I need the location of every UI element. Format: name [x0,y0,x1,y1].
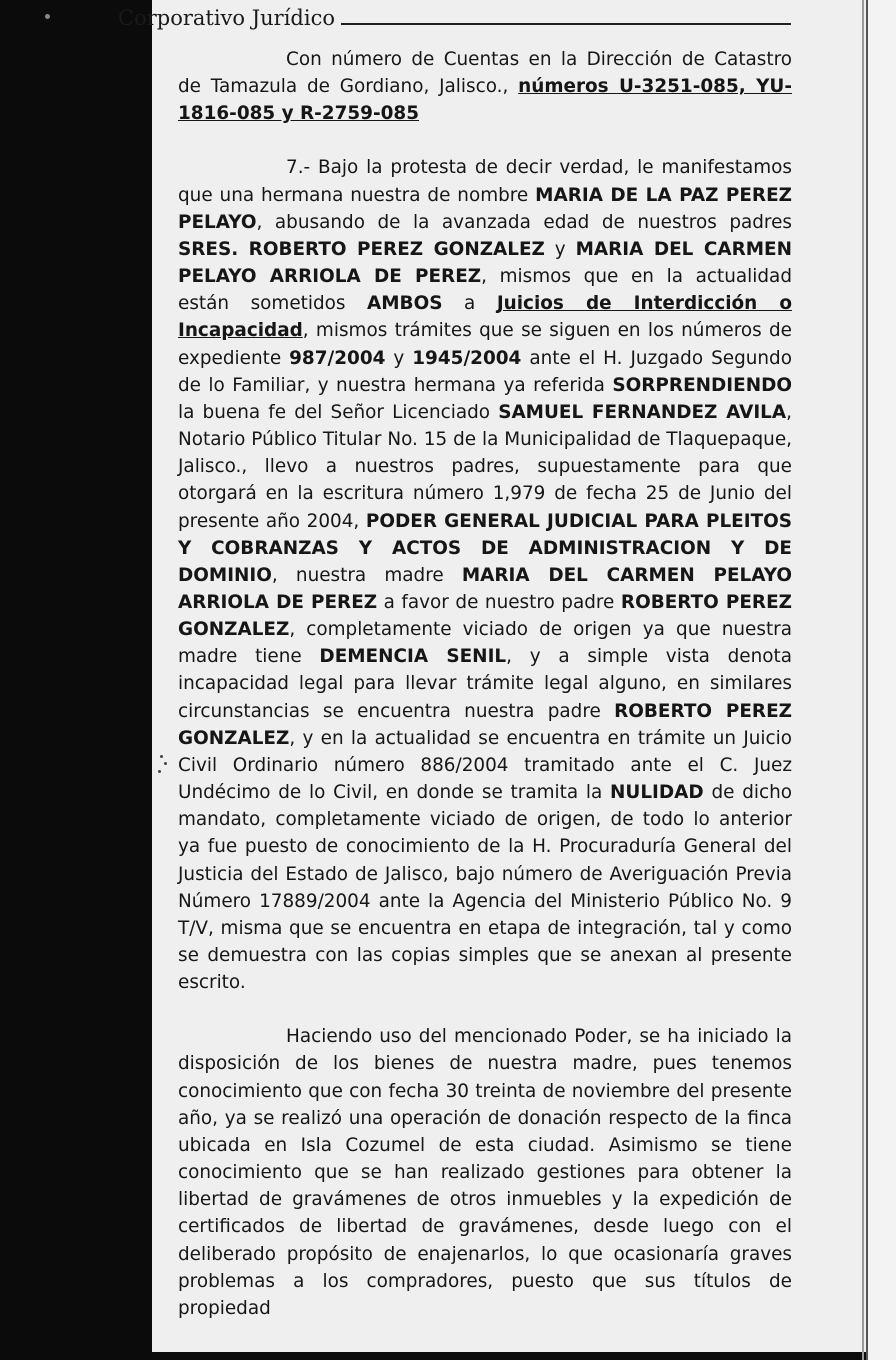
scan-speck [164,762,167,765]
scan-speck [45,14,50,19]
paragraph-7: 7.- Bajo la protesta de decir verdad, le manifestamos que una hermana nuestra de nombre MARIA DE LA PAZ PEREZ PELAYO, abusando de la avanzada edad de nuestros padres SRES. ROBERTO PEREZ GONZALEZ y MARIA DEL CARMEN PELAYO ARRIOLA DE PEREZ, mismos que en la actualidad están sometidos AMBOS a Juicios de Interdicción o Incapacidad, mismos trámites que se siguen en los números de expediente 987/2004 y 1945/2004 ante el H. Juzgado Segundo de lo Familiar, y nuestra hermana ya referida SORPRENDIENDO la buena fe del Señor Licenciado SAMUEL FERNANDEZ AVILA, Notario Público Titular No. 15 de la Municipalidad de Tlaquepaque, Jalisco., llevo a nuestros padres, supuestamente para que otorgará en la escritura número 1,979 de fecha 25 de Junio del presente año 2004, PODER GENERAL JUDICIAL PARA PLEITOS Y COBRANZAS Y ACTOS DE ADMINISTRACION Y DE DOMINIO, nuestra madre MARIA DEL CARMEN PELAYO ARRIOLA DE PEREZ a favor de nuestro padre ROBERTO PEREZ GONZALEZ, completamente viciado de origen ya que nuestra madre tiene DEMENCIA SENIL, y a simple vista denota incapacidad legal para llevar trámite legal alguno, en similares circunstancias se encuentra nuestra padre ROBERTO PEREZ GONZALEZ, y en la actualidad se encuentra en trámite un Juicio Civil Ordinario número 886/2004 tramitado ante el C. Juez Undécimo de lo Civil, en donde se tramita la NULIDAD de dicho mandato, completamente viciado de origen, de todo lo anterior ya fue puesto de conocimiento de la H. Procuraduría General del Justicia del Estado de Jalisco, bajo número de Averiguación Previa Número 17889/2004 ante la Agencia del Ministerio Público No. 9 T/V, misma que se encuentra en etapa de integración, tal y como se demuestra con las copias simples que se anexan al presente escrito. [178,157,792,994]
scan-dark-margin [0,0,152,1360]
paragraph-poder: Haciendo uso del mencionado Poder, se ha iniciado la disposición de los bienes de nuestra madre, pues tenemos conocimiento que con fecha 30 treinta de noviembre del presente año, ya se realizó una operación de donación respecto de la finca ubicada en Isla Cozumel de esta ciudad. Asimismo se tiene conocimiento que se han realizado gestiones para obtener la libertad de gravámenes de otros inmuebles y la expedición de certificados de libertad de gravámenes, desde luego con el deliberado propósito de enajenarlos, lo que ocasionaría graves problemas a los compradores, puesto que sus títulos de propiedad [178,1026,792,1319]
letterhead-rule [341,23,791,25]
scan-right-strip [866,0,896,1360]
paragraph-catastro: Con número de Cuentas en la Dirección de Catastro de Tamazula de Gordiano, Jalisco., números U-3251-085, YU-1816-085 y R-2759-085 [178,49,792,125]
paper-edge-line [862,0,864,1360]
document-body [178,46,792,1322]
account-numbers: números U-3251-085, YU-1816-085 y R-2759-085 [178,76,792,125]
scan-speck [158,770,161,773]
letterhead [118,6,818,40]
letterhead-title: Corporativo Jurídico [118,6,335,30]
scan-speck [160,755,163,758]
